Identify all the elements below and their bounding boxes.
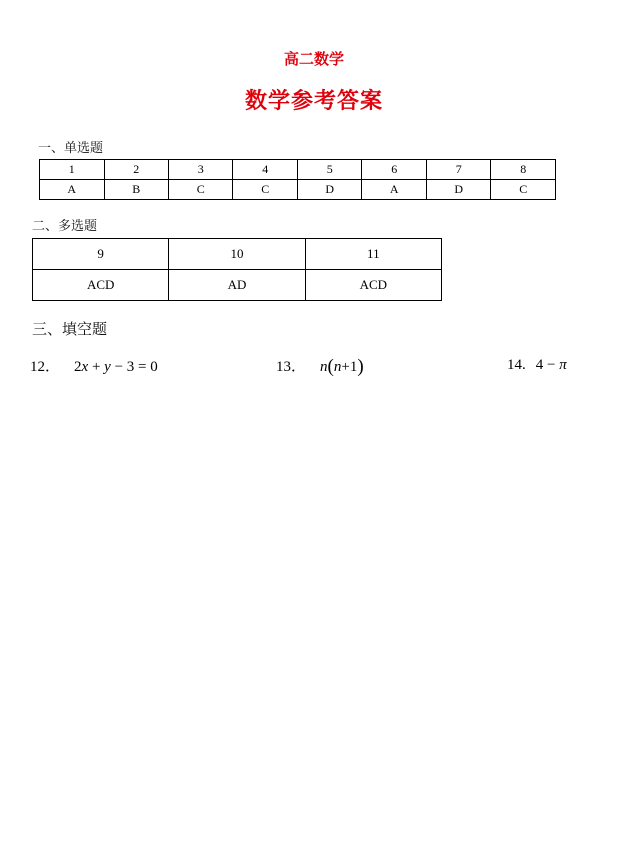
answer-expression: n(n+1)	[320, 356, 364, 377]
table-cell: 10	[169, 239, 305, 270]
table-cell: D	[297, 180, 362, 200]
table-cell: 2	[104, 160, 168, 180]
table-cell: 5	[297, 160, 362, 180]
table-cell: 9	[33, 239, 169, 270]
multiple-choice-answer-table	[32, 238, 442, 301]
section-heading-multiple-choice: 二、多选题	[32, 219, 98, 234]
table-cell: 7	[426, 160, 491, 180]
table-cell: ACD	[33, 270, 169, 301]
table-cell: B	[104, 180, 168, 200]
table-cell: C	[168, 180, 232, 200]
section-heading-fill-in: 三、填空题	[32, 320, 108, 338]
table-row-answers	[33, 270, 442, 301]
question-number: 14.	[507, 357, 526, 373]
document-subtitle: 高二数学	[283, 50, 344, 68]
table-row-answers	[40, 180, 556, 200]
fill-in-answer-12	[30, 355, 158, 376]
table-cell: ACD	[305, 270, 441, 301]
table-cell: A	[40, 180, 105, 200]
table-cell: 6	[362, 160, 427, 180]
answer-expression: 2x + y − 3 = 0	[74, 359, 158, 375]
table-row-question-numbers	[40, 160, 556, 180]
table-cell: 11	[305, 239, 441, 270]
table-row-question-numbers	[33, 239, 442, 270]
question-number: 13．	[276, 359, 307, 375]
table-cell: C	[491, 180, 556, 200]
question-number: 12．	[30, 359, 61, 375]
table-cell: 8	[491, 160, 556, 180]
table-cell: D	[426, 180, 491, 200]
answer-expression: 4 − π	[535, 357, 567, 373]
table-cell: A	[362, 180, 427, 200]
table-cell: 4	[233, 160, 297, 180]
table-cell: 3	[168, 160, 232, 180]
fill-in-answer-14	[507, 355, 567, 374]
section-heading-single-choice: 一、单选题	[38, 141, 104, 156]
document-title: 数学参考答案	[244, 89, 383, 114]
fill-in-answer-13	[276, 355, 364, 378]
table-cell: C	[233, 180, 297, 200]
table-cell: 1	[40, 160, 105, 180]
single-choice-answer-table	[39, 159, 556, 200]
table-cell: AD	[169, 270, 305, 301]
